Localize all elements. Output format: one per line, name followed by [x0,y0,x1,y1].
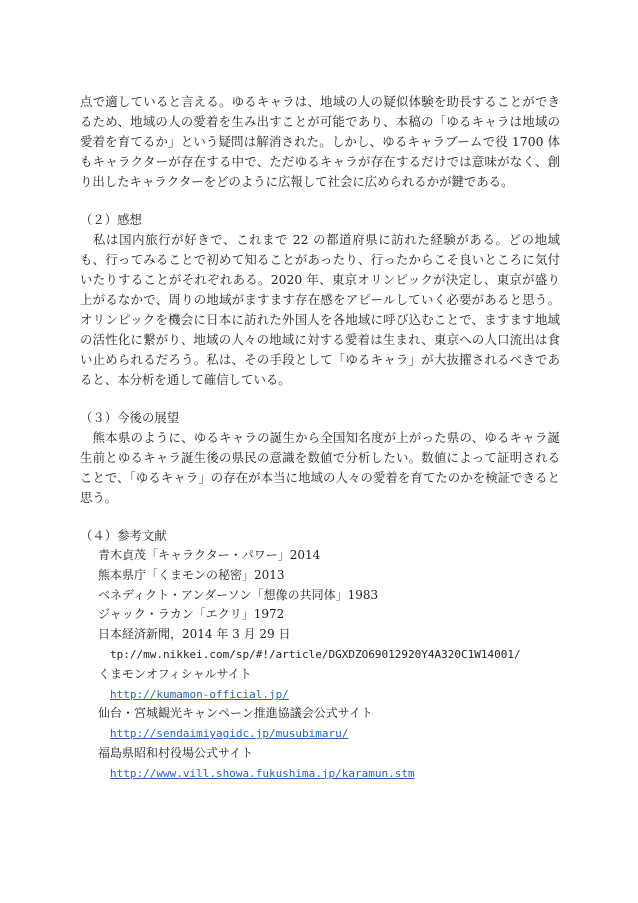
document-page [80,92,560,784]
spacer [80,390,560,408]
reference-item: くまモンオフィシャルサイト [98,666,252,681]
section-heading-outlook: （３）今後の展望 [80,410,180,425]
reference-item: 青木貞茂「キャラクター・パワー」2014 [98,548,321,562]
reference-url-row [80,724,560,744]
impressions-paragraph: 私は国内旅行が好きで、これまで 22 の都道府県に訪れた経験がある。どの地域も、行ってみることで初めて知ることがあったり、行ったからこそ良いところに気付いたりすることがそれぞれある。2020 年、東京オリンピックが決定し、東京が盛り上がるなかで、周りの地域がますます存在感をアピールしていく必要があると思う。オリンピックを機会に日本に訪れた外国人を各地域に呼び込むことで、ますます地域の活性化に繋がり、地域の人々の地域に対する愛着は生まれ、東京への人口流出は食い止められるだろう。私は、その手段として「ゆるキャラ」が大抜擢されるべきであると、本分析を通して確信している。 [80,232,560,387]
spacer [80,192,560,210]
reference-item: 福島県昭和村役場公式サイト [98,745,254,760]
kumamon-link[interactable]: http://kumamon-official.jp/ [110,687,289,701]
reference-item: ベネディクト・アンダーソン「想像の共同体」1983 [98,587,379,602]
showa-link[interactable]: http://www.vill.showa.fukushima.jp/karamun.stm [110,766,415,780]
reference-item: 熊本県庁「くまモンの秘密」2013 [98,567,285,582]
outlook-paragraph: 熊本県のように、ゆるキャラの誕生から全国知名度が上がった県の、ゆるキャラ誕生前とゆるキャラ誕生後の県民の意識を数値で分析したい。数値によって証明されることで、「ゆるキャラ」の存在が本当に地域の人々の愛着を育てたのかを検証できると思う。 [80,430,560,505]
section-heading-references: （４）参考文献 [80,528,167,543]
spacer [80,508,560,526]
intro-paragraph: 点で適していると言える。ゆるキャラは、地域の人の疑似体験を助長することができるため、地域の人の愛着を生み出すことが可能であり、本稿の「ゆるキャラは地域の愛着を育てるか」という疑問は解消された。しかし、ゆるキャラブームで役 1700 体もキャラクターが存在する中で、ただゆるキャラが存在するだけでは意味がなく、創り出したキャラクターをどのように広報して社会に広められるかが鍵である。 [80,94,560,189]
sendai-link[interactable]: http://sendaimiyagidc.jp/musubimaru/ [110,727,349,741]
reference-url-nikkei [80,645,560,665]
reference-item: 日本経済新聞，2014 年 3 月 29 日 [98,627,291,642]
section-heading-impressions: （２）感想 [80,212,142,227]
reference-url-row [80,685,560,705]
reference-item: 仙台・宮城観光キャンペーン推進協議会公式サイト [98,706,373,721]
nikkei-url-text: tp://mw.nikkei.com/sp/#!/article/DGXDZO69012920Y4A320C1W14001/ [110,647,521,661]
reference-url-row [80,764,560,784]
reference-item: ジャック・ラカン「エクリ」1972 [98,607,285,622]
